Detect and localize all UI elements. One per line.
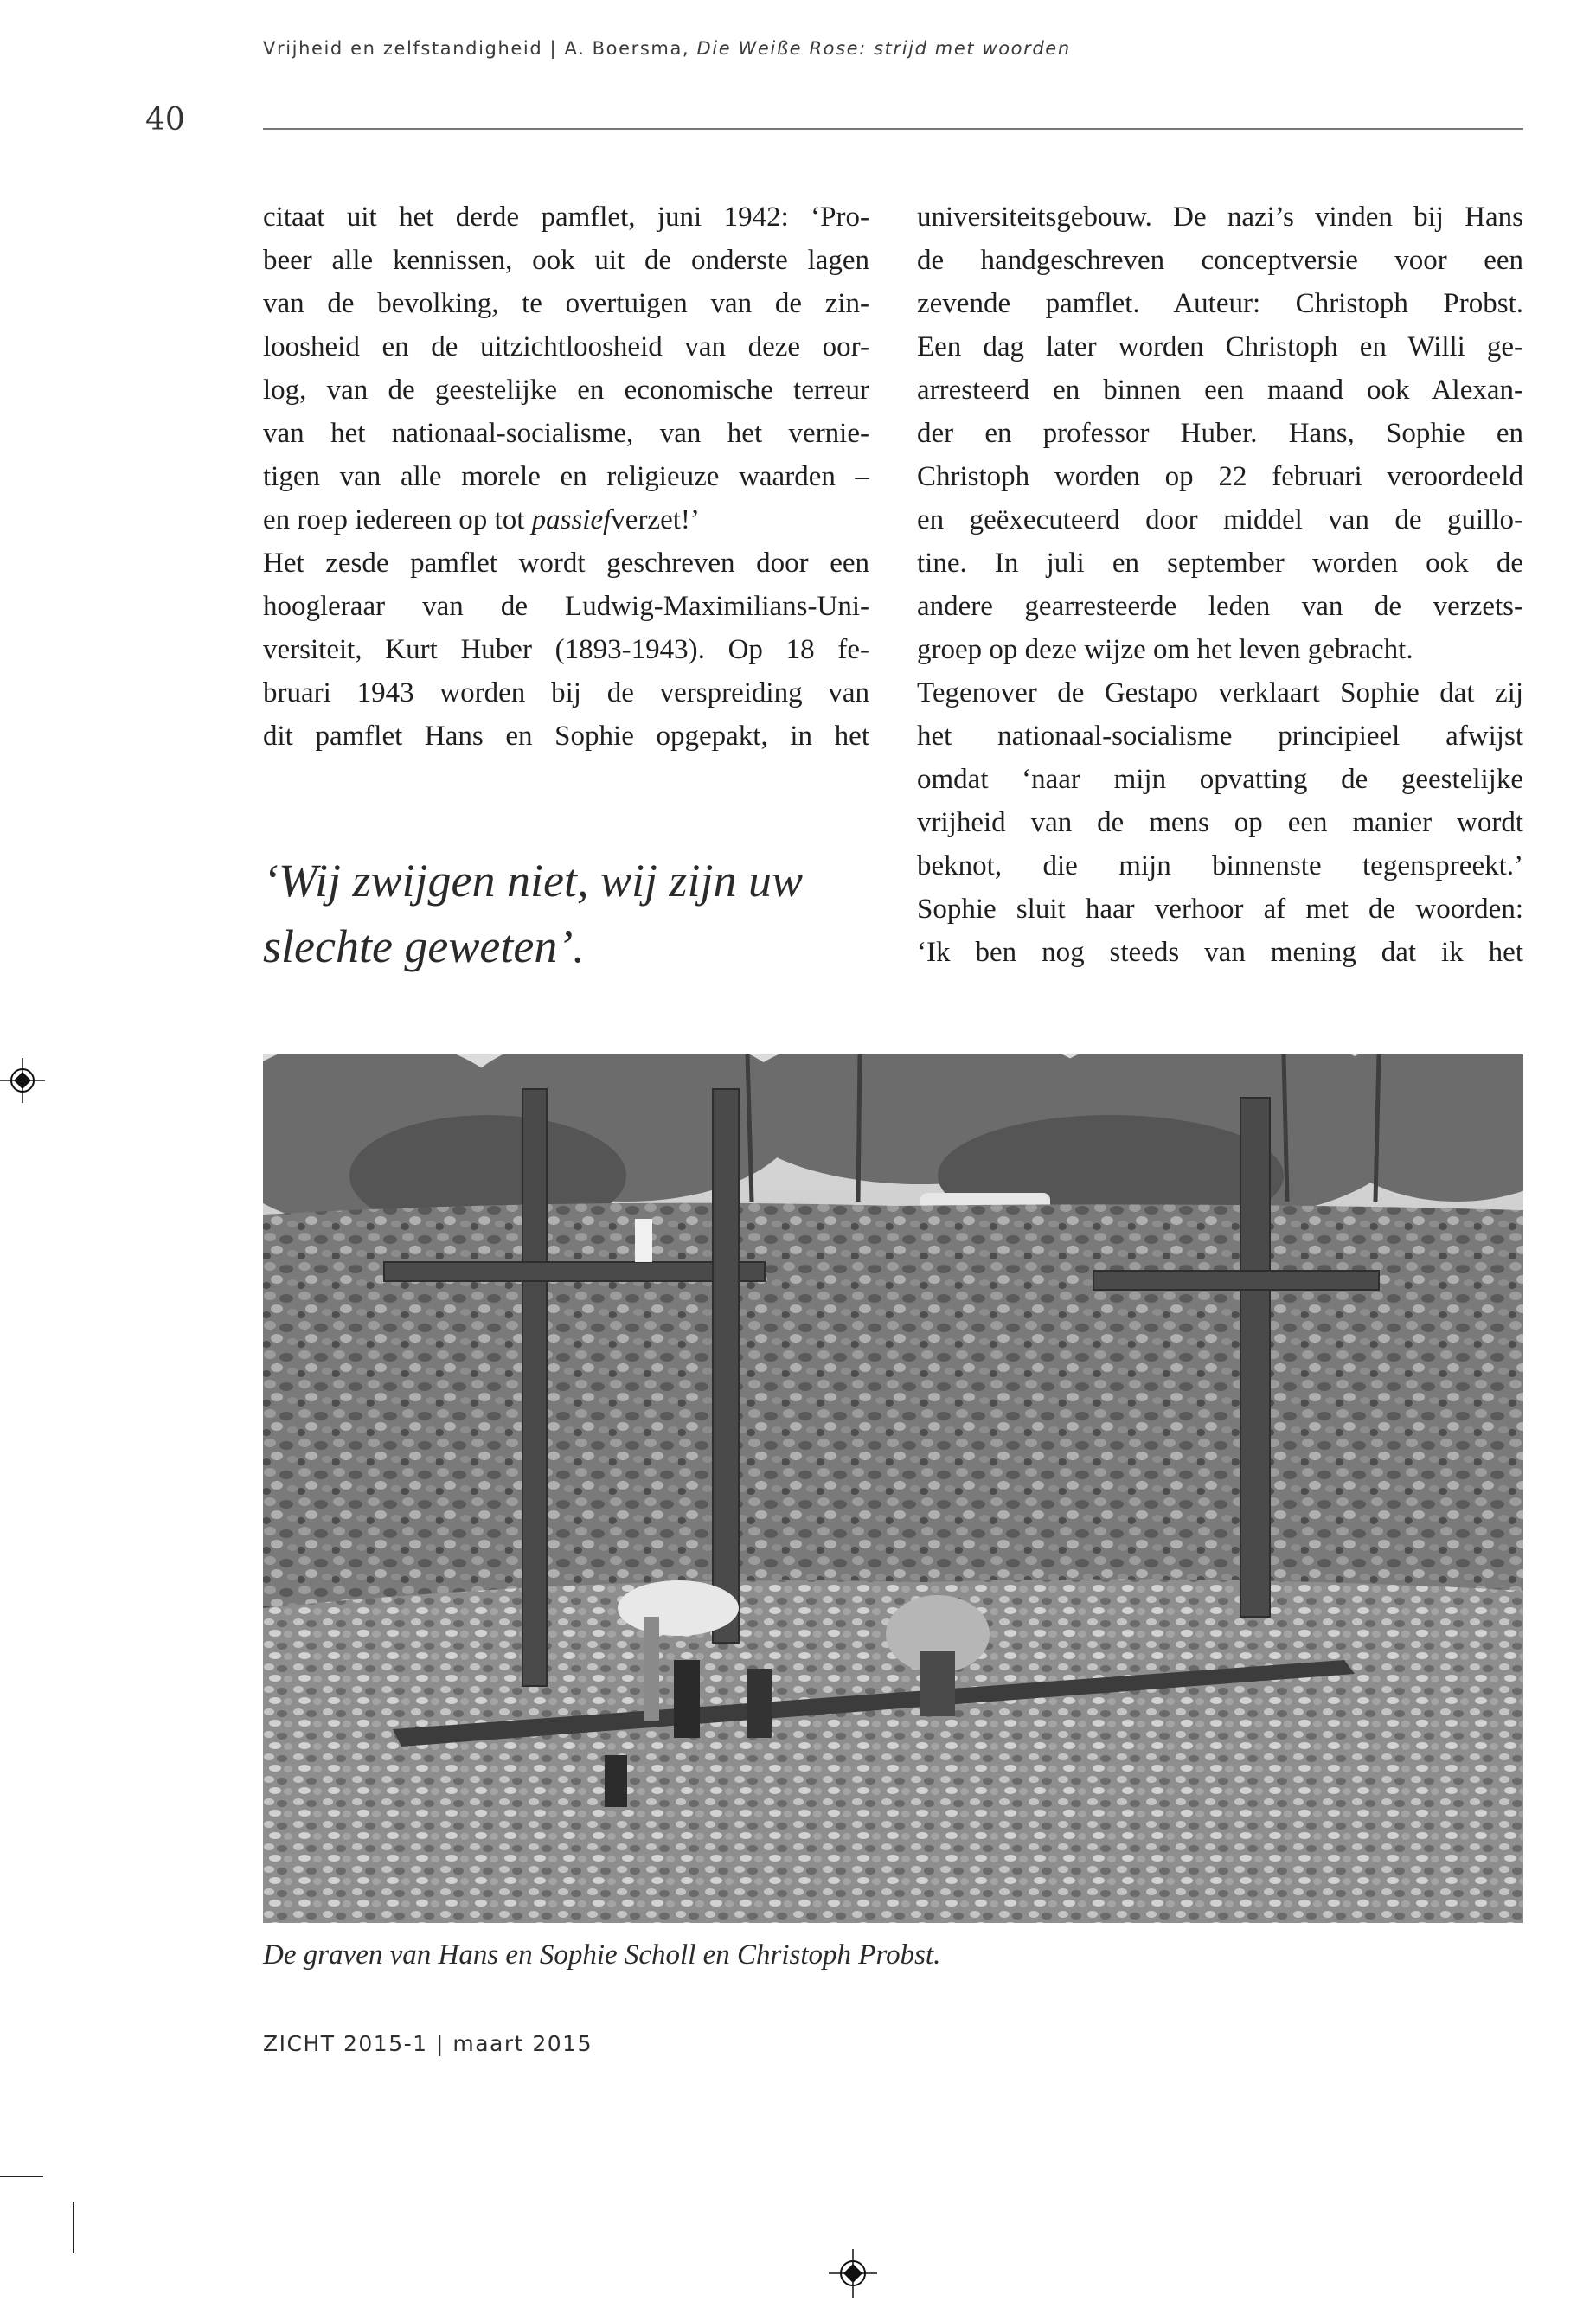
text-line: de handgeschreven conceptversie voor een [917,245,1523,276]
right-column [917,195,1523,974]
text-line: der en professor Huber. Hans, Sophie en [917,418,1523,449]
text-line: arresteerd en binnen een maand ook Alexan- [917,375,1523,406]
crop-mark [73,2202,74,2253]
text-line: en geëxecuteerd door middel van de guillo- [917,504,1523,535]
text-line: Het zesde pamflet wordt geschreven door een [263,548,869,579]
page-footer: ZICHT 2015-1 | maart 2015 [263,2031,593,2056]
text-line [263,498,869,542]
crop-mark [0,2176,43,2177]
text-line: citaat uit het derde pamflet, juni 1942: ‘Pro- [263,202,869,233]
text-line: vrijheid van de mens op een manier wordt [917,807,1523,838]
section-title: Vrijheid en zelfstandigheid [263,38,543,59]
text-run: verzet!’ [611,504,700,535]
pull-quote [263,848,869,979]
text-line: beknot, die mijn binnenste tegenspreekt.’ [917,850,1523,881]
grave-photo [263,1054,1523,1923]
text-line: groep op deze wijze om het leven gebracht. [917,634,1413,665]
text-line: zevende pamflet. Auteur: Christoph Probst. [917,288,1523,319]
registration-mark-icon [0,1058,45,1103]
text-line: bruari 1943 worden bij de verspreiding van [263,677,869,708]
pull-quote-line: slechte geweten’. [263,920,585,972]
article-title: Die Weiße Rose: strijd met woorden [696,38,1071,59]
italic-word: passief [531,504,612,535]
text-line: ‘Ik ben nog steeds van mening dat ik het [917,937,1523,968]
header-separator: | [549,38,558,59]
text-line: Een dag later worden Christoph en Willi ge- [917,331,1523,362]
header-rule [263,128,1523,130]
text-line: log, van de geestelijke en economische terreur [263,375,869,406]
text-line: loosheid en de uitzichtloosheid van deze oor- [263,331,869,362]
text-line: Sophie sluit haar verhoor af met de woorden: [917,894,1523,925]
text-run: en roep iedereen op tot [263,504,525,535]
grave-photo-graphic [263,1054,1523,1923]
author-name: A. Boersma, [564,38,690,59]
text-line: tigen van alle morele en religieuze waarden – [263,461,869,492]
text-line: hoogleraar van de Ludwig-Maximilians-Uni- [263,591,869,622]
text-line: dit pamflet Hans en Sophie opgepakt, in het [263,721,869,752]
text-line: beer alle kennissen, ook uit de onderste lagen [263,245,869,276]
text-line: het nationaal-socialisme principieel afwijst [917,721,1523,752]
text-line: versiteit, Kurt Huber (1893-1943). Op 18 fe- [263,634,869,665]
text-line: van het nationaal-socialisme, van het vernie- [263,418,869,449]
text-line: andere gearresteerde leden van de verzets- [917,591,1523,622]
text-line: universiteitsgebouw. De nazi’s vinden bij Hans [917,202,1523,233]
text-line: van de bevolking, te overtuigen van de zin- [263,288,869,319]
photo-caption: De graven van Hans en Sophie Scholl en Christoph Probst. [263,1939,941,1971]
text-line: tine. In juli en september worden ook de [917,548,1523,579]
text-line: Christoph worden op 22 februari veroordeeld [917,461,1523,492]
page-number: 40 [145,102,185,138]
left-column [263,195,869,758]
text-line: omdat ‘naar mijn opvatting de geestelijke [917,764,1523,795]
registration-mark-icon [829,2249,877,2298]
pull-quote-line: ‘Wij zwijgen niet, wij zijn uw [263,855,804,907]
text-line: Tegenover de Gestapo verklaart Sophie dat zij [917,677,1523,708]
running-head [263,38,1071,59]
